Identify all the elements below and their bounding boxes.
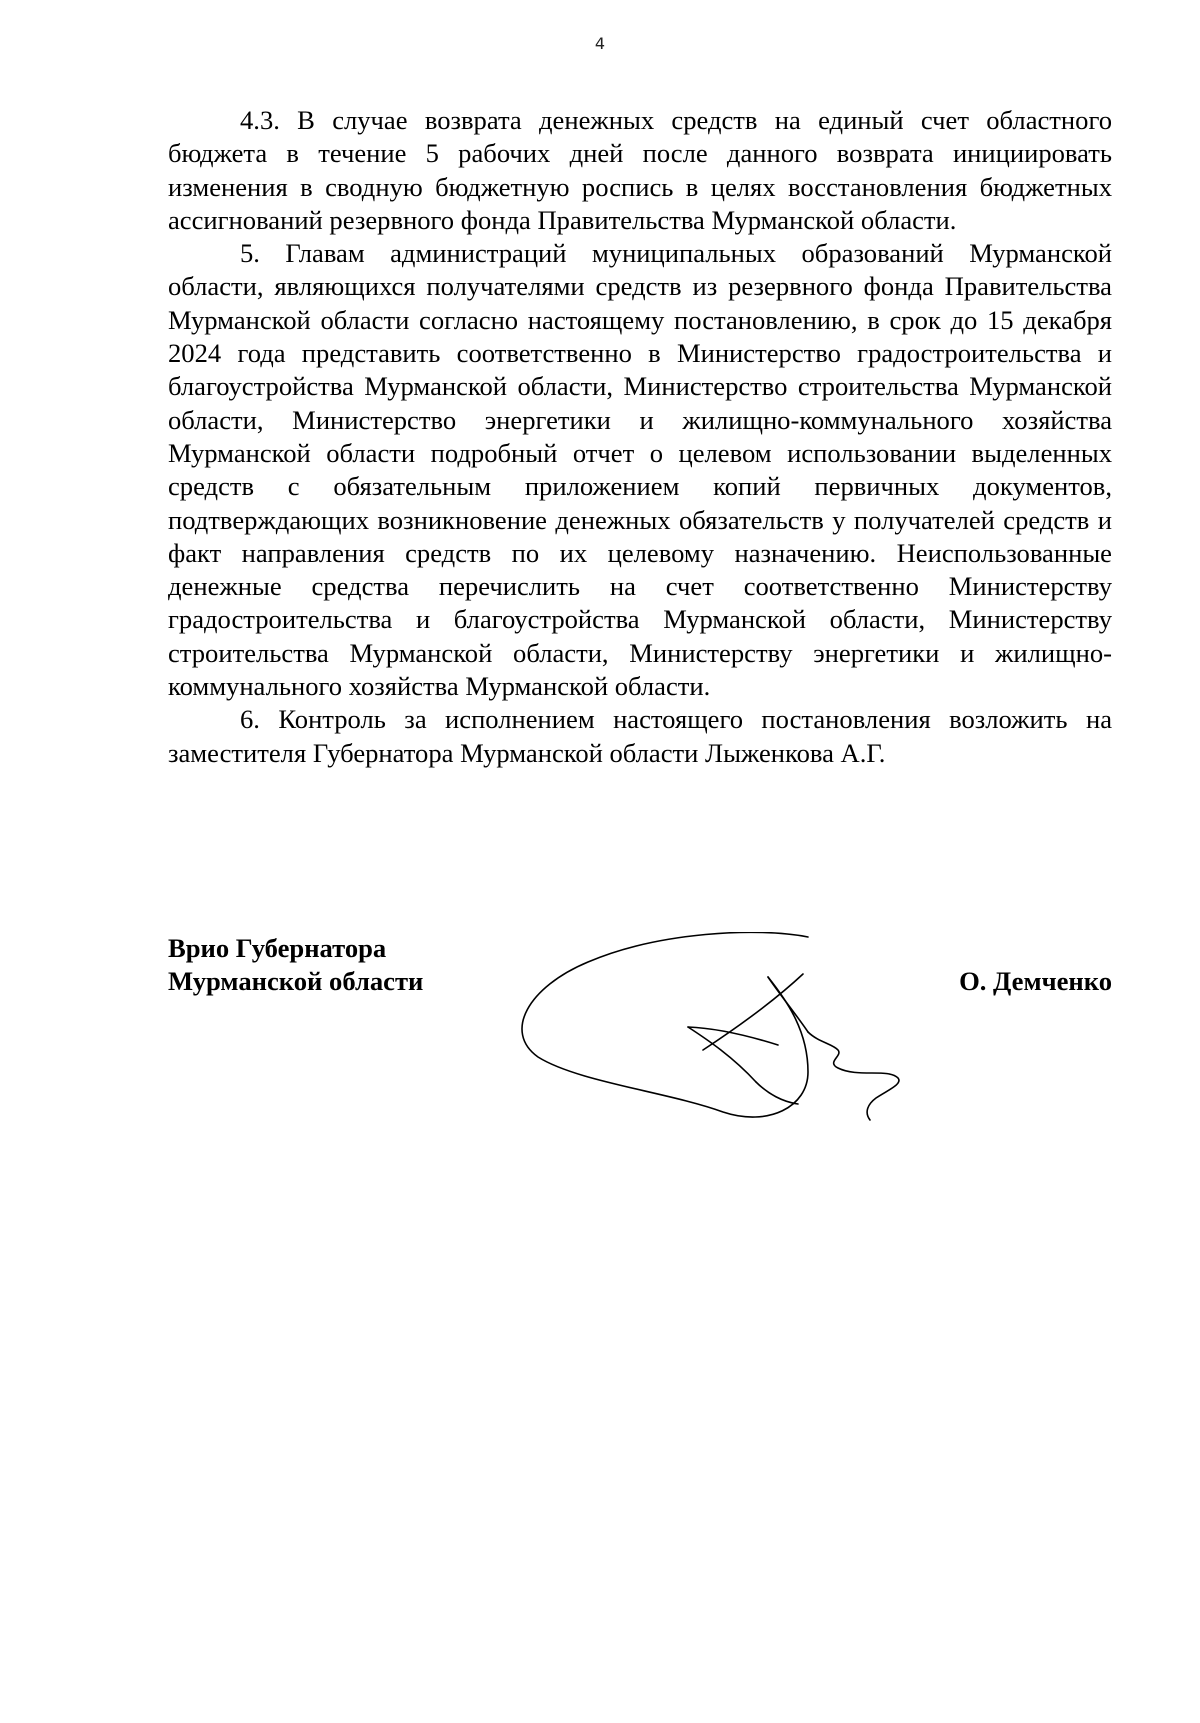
signatory-title (168, 932, 423, 998)
handwritten-signature-icon (508, 932, 928, 1132)
page-number: 4 (594, 34, 606, 53)
signatory-name: О. Демченко (959, 966, 1112, 996)
signature-block (168, 932, 1112, 1152)
paragraph-4-3: 4.3. В случае возврата денежных средств на единый счет областного бюджета в течение 5 рабочих дней после данного возврата инициировать изменения в сводную бюджетную роспись в целях восстановления бюджетных ассигнований резервного фонда Правительства Мурманской области. (168, 105, 1112, 235)
signatory-title-line-2: Мурманской области (168, 966, 424, 996)
signatory-title-line-1: Врио Губернатора (168, 933, 387, 963)
paragraph-5: 5. Главам администраций муниципальных образований Мурманской области, являющихся получателями средств из резервного фонда Правительства Мурманской области согласно настоящему постановлению, в срок до 15 декабря 2024 года представить соответственно в Министерство градостроительства и благоустройства Мурманской области, Министерство строительства Мурманской области, Министерство энергетики и жилищно-коммунального хозяйства Мурманской области подробный отчет о целевом использовании выделенных средств с обязательным приложением копий первичных документов, подтверждающих возникновение денежных обязательств у получателей средств и факт направления средств по их целевому назначению. Неиспользованные денежные средства перечислить на счет соответственно Министерству градостроительства и благоустройства Мурманской области, Министерству строительства Мурманской области, Министерству энергетики и жилищно-коммунального хозяйства Мурманской области. (168, 238, 1112, 702)
document-body (168, 104, 1112, 770)
paragraph-6: 6. Контроль за исполнением настоящего постановления возложить на заместителя Губернатора Мурманской области Лыженкова А.Г. (168, 704, 1112, 768)
